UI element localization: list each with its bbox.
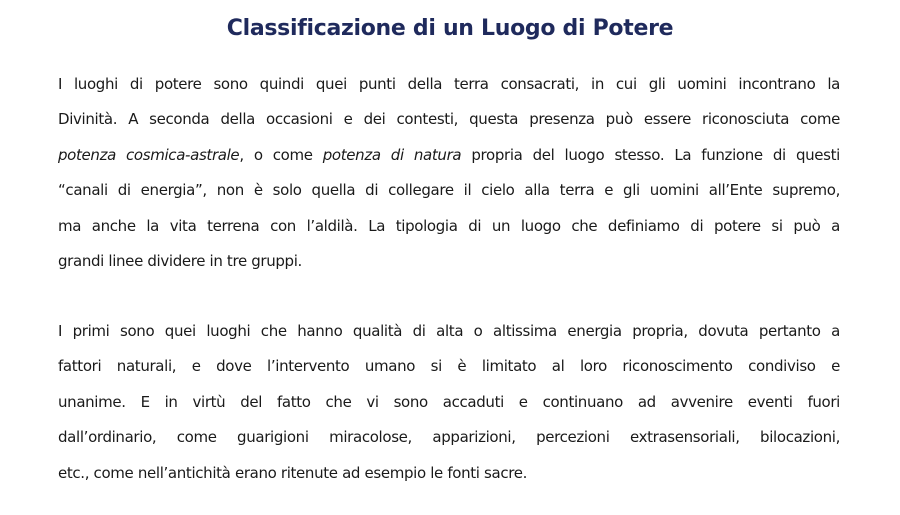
paragraph-first-group [58, 314, 840, 491]
text-fragment: , o come [239, 145, 323, 164]
paragraph-line: Divinità. A seconda della occasioni e dei contesti, questa presenza può essere riconosciuta come [58, 110, 840, 129]
paragraph-line: “canali di energia”, non è solo quella di collegare il cielo alla terra e gli uomini all’Ente supremo, [58, 181, 840, 200]
paragraph-line: grandi linee dividere in tre gruppi. [58, 251, 302, 270]
paragraph-line [58, 138, 840, 173]
paragraph-line: unanime. E in virtù del fatto che vi sono accaduti e continuano ad avvenire eventi fuori [58, 392, 840, 411]
paragraph-intro [58, 67, 840, 279]
italic-phrase: potenza cosmica-astrale [58, 145, 240, 164]
paragraph-line: fattori naturali, e dove l’intervento umano si è limitato al loro riconoscimento condiviso e [58, 357, 840, 376]
slide-title: Classificazione di un Luogo di Potere [226, 16, 674, 41]
italic-phrase: potenza di natura [322, 145, 462, 164]
text-fragment: propria del luogo stesso. La funzione di questi [461, 145, 840, 164]
paragraph-line: I luoghi di potere sono quindi quei punti della terra consacrati, in cui gli uomini incontrano la [58, 75, 840, 93]
paragraph-line: ma anche la vita terrena con l’aldilà. La tipologia di un luogo che definiamo di potere si può a [58, 216, 840, 235]
paragraph-line: etc., come nell’antichità erano ritenute ad esempio le fonti sacre. [58, 463, 528, 482]
paragraph-line: I primi sono quei luoghi che hanno qualità di alta o altissima energia propria, dovuta pertanto a [58, 322, 840, 340]
paragraph-line: dall’ordinario, come guarigioni miracolose, apparizioni, percezioni extrasensoriali, bilocazioni, [58, 428, 840, 447]
